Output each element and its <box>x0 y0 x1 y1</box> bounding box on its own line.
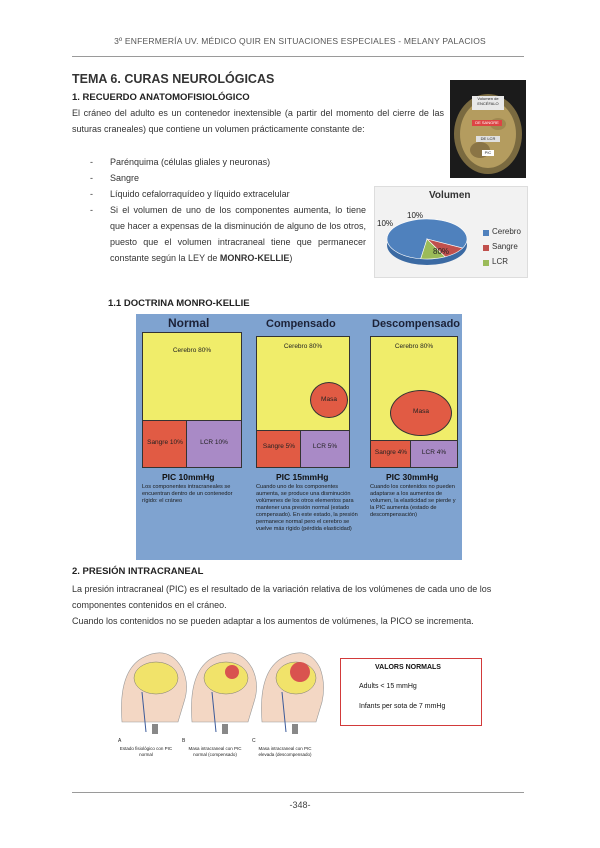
section-1-1-heading <box>108 298 250 309</box>
monro-text: Si el volumen de uno de los componentes aumenta, lo tiene que hacer a expensas de la disminución de alguno de los otros, puesto que el volumen intracraneal tiene que permanecer constante según la LEY de <box>110 205 366 263</box>
head-letter-c: C <box>252 738 256 744</box>
descompensado-sangre <box>370 440 412 468</box>
descompensado-lcr-label: LCR 4% <box>421 449 447 456</box>
compensado-lcr <box>300 430 350 468</box>
footer-divider <box>72 792 524 793</box>
doctrina-heading: 1.1 DOCTRINA MONRO-KELLIE <box>108 298 250 309</box>
descompensado-lcr <box>410 440 458 468</box>
page-title: TEMA 6. CURAS NEUROLÓGICAS <box>72 72 275 86</box>
normal-lcr <box>186 420 242 468</box>
normal-sangre <box>142 420 188 468</box>
list-item-monro <box>90 202 366 266</box>
descompensado-pic: PIC 30mmHg <box>386 472 439 482</box>
normal-values-box <box>340 658 482 726</box>
normal-values-title: VALORS NORMALS <box>375 664 441 671</box>
head-caption-b: Masa intracraneal con PIC normal (compensado) <box>188 746 242 757</box>
skull-label-pic: PIC <box>482 150 494 156</box>
descompensado-masa-label: Masa <box>413 408 429 415</box>
legend-swatch-cerebro <box>483 230 489 236</box>
compensado-caption: Cuando uno de los componentes aumenta, se produce una disminución volúmenes de los otros elementos para mantener una presión normal (estado compensado). En este estado, la presión permanece normal pero el cerebro se vuelve más rígido (pérdida elasticidad) <box>256 484 358 532</box>
col-title-normal: Normal <box>168 316 210 330</box>
page-header: 3º ENFERMERÍA UV. MÉDICO QUIR EN SITUACIONES ESPECIALES - MELANY PALACIOS <box>114 36 486 46</box>
compensado-masa-label: Masa <box>321 396 337 403</box>
section-2-p2: Cuando los contenidos no se pueden adaptar a los aumentos de volúmenes, la PICO se incrementa. <box>72 616 474 626</box>
legend-sangre: Sangre <box>492 242 518 251</box>
skull-label-encefalo: Volumen de ENCÉFALO <box>472 96 504 110</box>
skull-label-lcr: DE LCR <box>476 136 500 142</box>
col-title-descompensado: Descompensado <box>372 318 461 330</box>
compensado-sangre <box>256 430 302 468</box>
monro-kellie-term: MONRO-KELLIE <box>219 253 290 263</box>
section-2-p1: La presión intracraneal (PIC) es el resultado de la variación relativa de los volúmenes de cada uno de los componentes contenidos en el cráneo. <box>72 584 492 610</box>
volume-pie-chart <box>374 186 528 278</box>
descompensado-cerebro-label: Cerebro 80% <box>394 343 434 350</box>
normal-pic: PIC 10mmHg <box>162 472 215 482</box>
list-item: - Sangre <box>90 170 366 186</box>
compensado-cerebro-label: Cerebro 80% <box>283 343 323 350</box>
section-2 <box>72 566 526 629</box>
pie-label-cerebro: 80% <box>433 247 450 256</box>
legend-cerebro: Cerebro <box>492 227 521 236</box>
section-2-heading: 2. PRESIÓN INTRACRANEAL <box>72 566 204 577</box>
compensado-masa <box>310 382 348 418</box>
skull-image <box>450 80 526 178</box>
pie-label-sangre: 10% <box>377 219 394 228</box>
pie-label-lcr: 10% <box>407 211 424 220</box>
list-item: - Parénquima (células gliales y neuronas) <box>90 154 366 170</box>
descompensado-sangre-label: Sangre 4% <box>374 449 408 456</box>
normal-cerebro <box>142 332 242 422</box>
compensado-sangre-label: Sangre 5% <box>262 443 296 450</box>
normal-caption: Los componentes intracraneales se encuentran dentro de un contenedor rígido: el cráneo <box>142 484 233 504</box>
descompensado-caption: Cuando los contenidos no pueden adaptarse a los aumentos de volumen, la elasticidad se pierde y la PIC aumenta (estado de descompensación) <box>370 484 456 518</box>
section-1 <box>72 92 444 137</box>
skull-drawing <box>450 80 526 178</box>
monro-kellie-figure <box>136 314 462 560</box>
normal-lcr-label: LCR 10% <box>200 439 228 446</box>
heads-illustration <box>112 632 324 762</box>
normal-values-infants: Infants per sota de 7 mmHg <box>359 703 446 710</box>
normal-sangre-label: Sangre 10% <box>147 439 183 446</box>
list-item: - Líquido cefalorraquídeo y líquido extracelular <box>90 186 366 202</box>
head-letter-b: B <box>182 738 186 744</box>
page-number: -348- <box>289 800 311 810</box>
legend-lcr: LCR <box>492 257 509 266</box>
header-divider <box>72 56 524 57</box>
compensado-lcr-label: LCR 5% <box>312 443 338 450</box>
section-1-intro: El cráneo del adulto es un contenedor inextensible (a partir del momento del cierre de las suturas craneales) que contiene un volumen prácticamente constante de: <box>72 108 444 134</box>
compensado-pic: PIC 15mmHg <box>276 472 329 482</box>
components-list <box>90 154 366 266</box>
normal-values-adults: Adults < 15 mmHg <box>359 683 417 690</box>
monro-close: ) <box>289 253 293 263</box>
skull-label-sangre: DE SANGRE <box>472 120 502 126</box>
section-1-heading: 1. RECUERDO ANATOMOFISIOLÓGICO <box>72 92 250 103</box>
head-letter-a: A <box>118 738 122 744</box>
pie-title: Volumen <box>429 190 471 201</box>
head-caption-c: Masa intracraneal con PIC elevada (descompensado) <box>258 746 312 757</box>
head-caption-a: Estado fisiológico con PIC normal <box>119 746 173 757</box>
legend-swatch-lcr <box>483 260 489 266</box>
col-title-compensado: Compensado <box>266 318 336 330</box>
descompensado-masa <box>390 390 452 436</box>
heads-drawing <box>112 632 324 742</box>
normal-cerebro-label: Cerebro 80% <box>172 347 212 354</box>
legend-swatch-sangre <box>483 245 489 251</box>
